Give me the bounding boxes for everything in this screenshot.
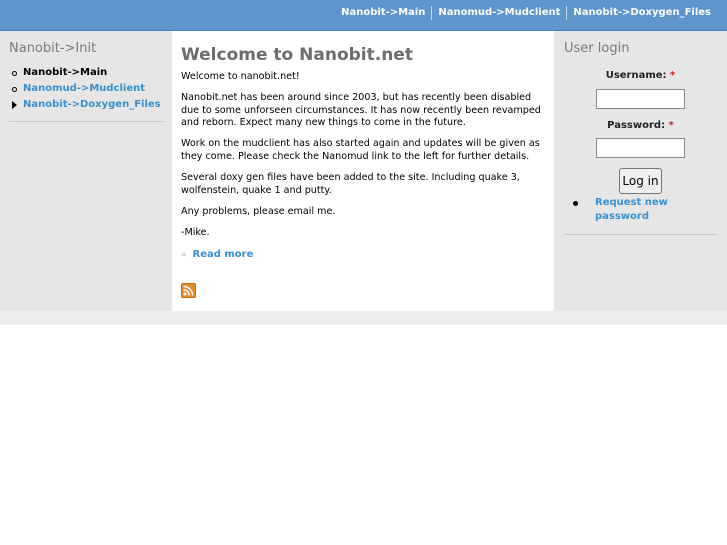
password-label: Password: *	[607, 119, 674, 131]
menu-item-label: Nanomud->Mudclient	[23, 83, 146, 94]
read-more-row	[181, 248, 545, 262]
username-input[interactable]	[596, 89, 685, 109]
footer-strip	[0, 311, 727, 325]
request-password-item	[564, 196, 717, 224]
rss-icon	[181, 283, 196, 298]
left-block-title: Nanobit->Init	[9, 41, 97, 56]
menu-item-label: Nanobit->Doxygen_Files	[23, 99, 161, 110]
user-login-title: User login	[564, 41, 630, 56]
circle-bullet-icon	[10, 81, 18, 97]
collapsed-triangle-icon	[10, 97, 18, 113]
menu-item-nanobit-doxygen-files[interactable]	[9, 97, 163, 113]
raquo-icon: »	[181, 249, 187, 260]
page-layout	[0, 31, 727, 311]
menu-item-nanomud-mudclient[interactable]	[9, 81, 163, 97]
header-bar	[0, 0, 727, 31]
body-paragraph: Several doxy gen files have been added to the site. Including quake 3, wolfenstein, quake 1 and putty.	[181, 172, 520, 196]
log-in-button[interactable]: Log in	[619, 168, 662, 194]
node-body	[181, 71, 545, 239]
password-input[interactable]	[596, 138, 685, 158]
body-paragraph: Nanobit.net has been around since 2003, but has recently been disabled due to some unforseen circumstances. It has now recently been revamped and reborn. Expect many new things to come in the future.	[181, 92, 541, 129]
menu-item-label: Nanobit->Main	[23, 67, 108, 78]
body-paragraph: -Mike.	[181, 226, 210, 238]
primary-links	[335, 6, 717, 20]
login-links	[564, 196, 717, 224]
password-field-group	[564, 119, 717, 159]
right-sidebar	[554, 31, 727, 311]
navigation-menu	[9, 65, 163, 113]
left-divider	[9, 121, 163, 122]
primary-link-nanomud-mudclient[interactable]: Nanomud->Mudclient	[431, 6, 566, 20]
circle-bullet-icon	[10, 65, 18, 81]
login-button-row	[564, 168, 717, 194]
body-paragraph: Work on the mudclient has also started again and updates will be given as they come. Please check the Nanomud link to the left for further details.	[181, 138, 540, 162]
required-marker: *	[670, 70, 676, 81]
rss-feed-icon[interactable]	[181, 283, 196, 298]
disc-bullet-icon	[573, 201, 578, 206]
main-content	[172, 31, 554, 311]
read-more-link[interactable]: Read more	[192, 248, 254, 260]
body-paragraph: Welcome to nanobit.net!	[181, 71, 300, 82]
left-sidebar	[0, 31, 172, 311]
required-marker: *	[668, 119, 674, 131]
username-field-group	[564, 69, 717, 109]
username-label: Username: *	[605, 70, 676, 81]
primary-link-nanobit-main[interactable]: Nanobit->Main	[341, 7, 426, 18]
right-divider	[564, 234, 717, 235]
menu-item-nanobit-main[interactable]	[9, 65, 163, 81]
node-title[interactable]: Welcome to Nanobit.net	[181, 45, 413, 65]
request-new-password-link[interactable]: Request new password	[595, 197, 668, 222]
primary-link-nanobit-doxygen-files[interactable]: Nanobit->Doxygen_Files	[566, 6, 717, 20]
body-paragraph: Any problems, please email me.	[181, 205, 336, 217]
